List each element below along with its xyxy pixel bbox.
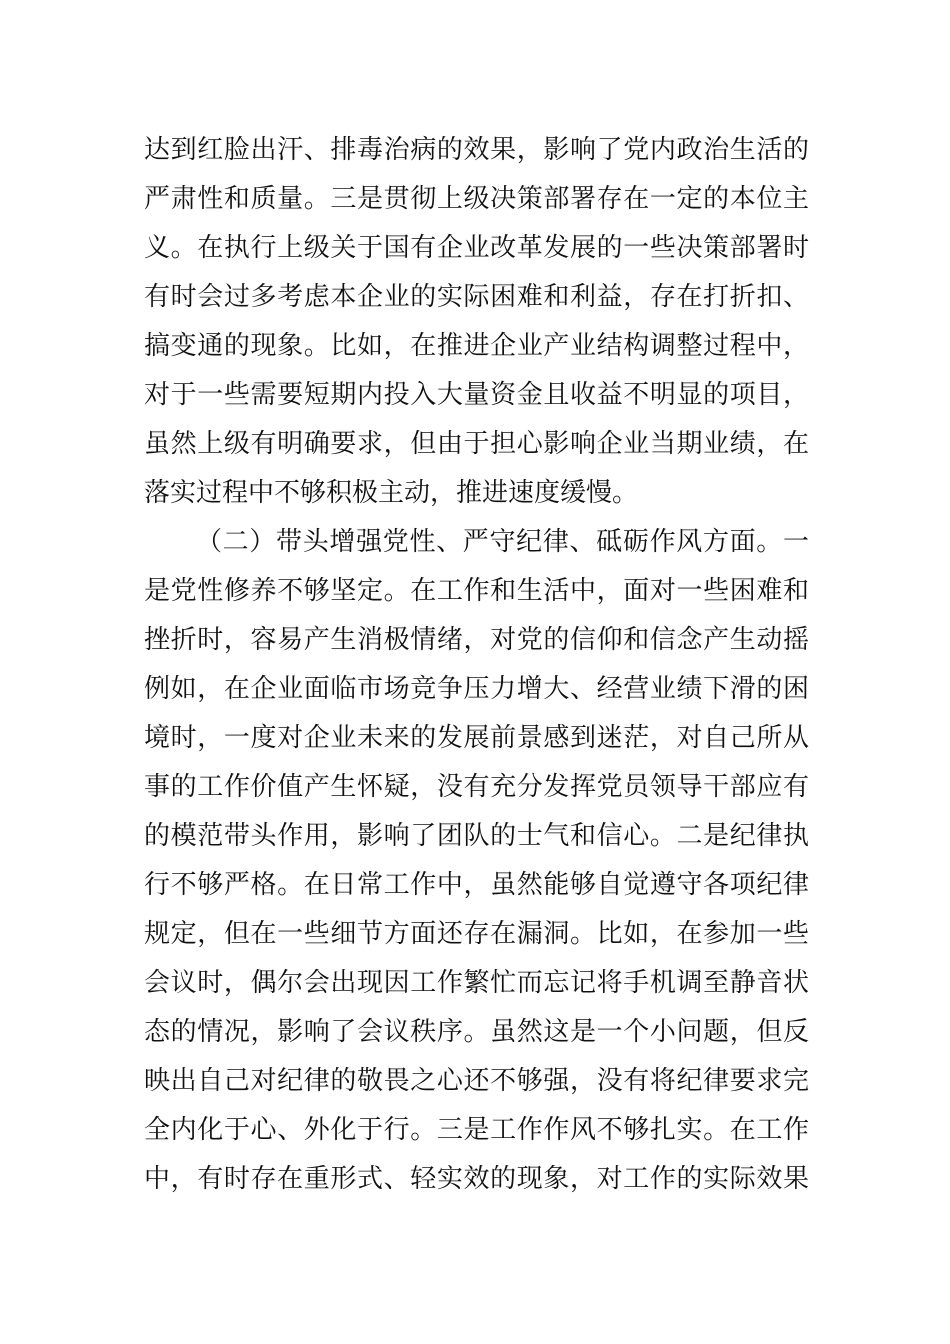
text-line: 义。在执行上级关于国有企业改革发展的一些决策部署时: [144, 233, 809, 263]
text-line: 对于一些需要短期内投入大量资金且收益不明显的项目，: [144, 380, 809, 410]
text-line: 严肃性和质量。三是贯彻上级决策部署存在一定的本位主: [144, 184, 809, 214]
text-line: 是党性修养不够坚定。在工作和生活中，面对一些困难和: [144, 576, 809, 606]
text-line: 落实过程中不够积极主动，推进速度缓慢。: [144, 478, 639, 508]
text-line: 有时会过多考虑本企业的实际困难和利益，存在打折扣、: [144, 282, 809, 312]
text-line: 态的情况，影响了会议秩序。虽然这是一个小问题，但反: [144, 1017, 809, 1047]
text-line: 境时，一度对企业未来的发展前景感到迷茫，对自己所从: [144, 723, 809, 753]
text-line: 会议时，偶尔会出现因工作繁忙而忘记将手机调至静音状: [144, 968, 809, 998]
text-line: 行不够严格。在日常工作中，虽然能够自觉遵守各项纪律: [144, 870, 809, 900]
text-line: 挫折时，容易产生消极情绪，对党的信仰和信念产生动摇: [144, 625, 809, 655]
body-text: [144, 126, 809, 1204]
text-line: 搞变通的现象。比如，在推进企业产业结构调整过程中，: [144, 331, 809, 361]
text-line: 全内化于心、外化于行。三是工作作风不够扎实。在工作: [144, 1115, 809, 1145]
text-line: 中，有时存在重形式、轻实效的现象，对工作的实际效果: [144, 1164, 809, 1194]
text-line: 事的工作价值产生怀疑，没有充分发挥党员领导干部应有: [144, 772, 809, 802]
text-line: 达到红脸出汗、排毒治病的效果，影响了党内政治生活的: [144, 135, 809, 165]
text-line: 例如，在企业面临市场竞争压力增大、经营业绩下滑的困: [144, 674, 809, 704]
text-line: 虽然上级有明确要求，但由于担心影响企业当期业绩，在: [144, 429, 809, 459]
text-line: 规定，但在一些细节方面还存在漏洞。比如，在参加一些: [144, 919, 809, 949]
text-line: 映出自己对纪律的敬畏之心还不够强，没有将纪律要求完: [144, 1066, 809, 1096]
section-heading-line: （二）带头增强党性、严守纪律、砥砺作风方面。一: [196, 527, 809, 557]
text-line: 的模范带头作用，影响了团队的士气和信心。二是纪律执: [144, 821, 809, 851]
